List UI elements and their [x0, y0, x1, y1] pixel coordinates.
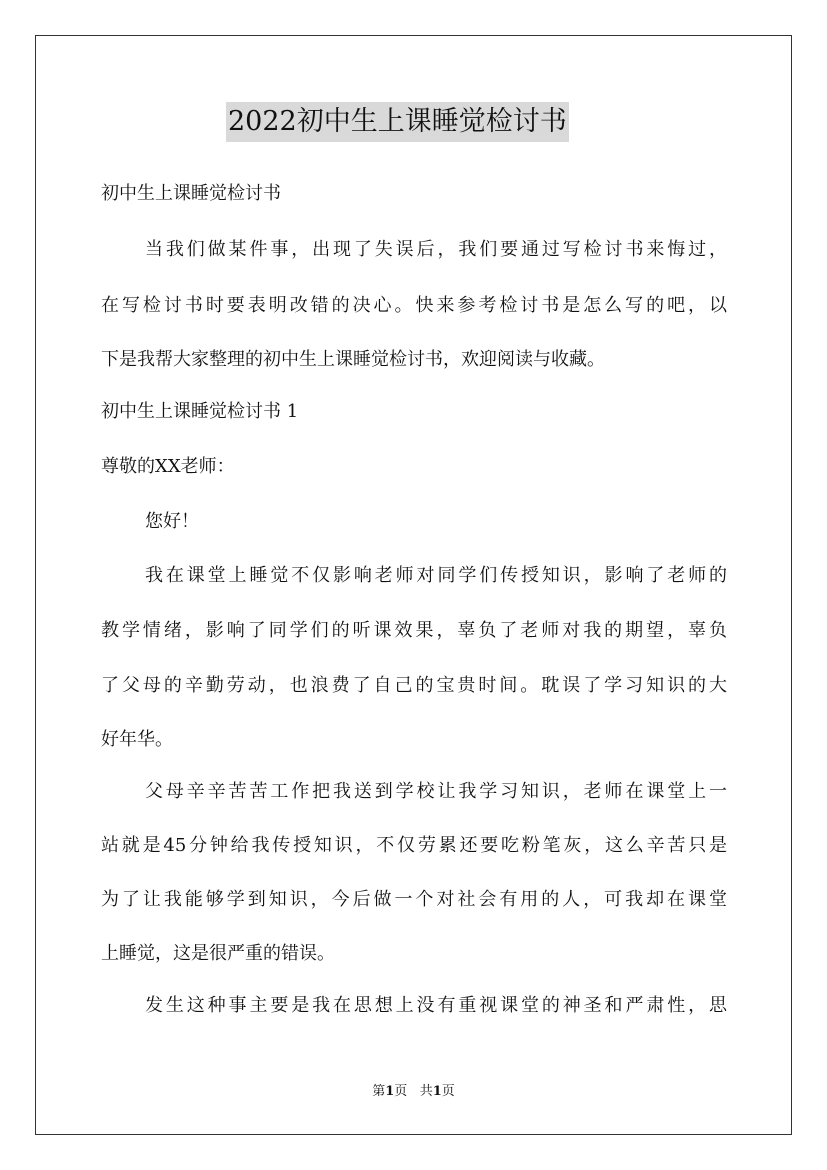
paragraph-line: 我在课堂上睡觉不仅影响老师对同学们传授知识，影响了老师的: [145, 565, 727, 586]
paragraph-line: 当我们做某件事，出现了失误后，我们要通过写检讨书来悔过，: [145, 239, 727, 260]
subtitle-line: 初中生上课睡觉检讨书: [101, 183, 281, 204]
greeting: 您好！: [145, 511, 199, 532]
paragraph-line: 父母辛辛苦苦工作把我送到学校让我学习知识，老师在课堂上一: [145, 781, 727, 802]
total-pages: 1: [432, 1084, 442, 1099]
document-title: 2022初中生上课睡觉检讨书: [226, 102, 569, 142]
paragraph-line: 好年华。: [101, 729, 173, 750]
paragraph-line: 为了让我能够学到知识，今后做一个对社会有用的人，可我却在课堂: [101, 889, 727, 910]
total-suffix: 页: [441, 1084, 455, 1099]
page-footer: [0, 1084, 827, 1100]
page-prefix: 第: [372, 1084, 386, 1099]
salutation: 尊敬的XX老师：: [101, 456, 235, 477]
page-suffix: 页: [394, 1084, 408, 1099]
paragraph-line: 了父母的辛勤劳动，也浪费了自己的宝贵时间。耽误了学习知识的大: [101, 675, 727, 696]
paragraph-line: 发生这种事主要是我在思想上没有重视课堂的神圣和严肃性，思: [145, 995, 727, 1016]
page-number: 1: [385, 1084, 395, 1099]
section-heading: 初中生上课睡觉检讨书 1: [101, 401, 299, 422]
paragraph-line: 教学情绪，影响了同学们的听课效果，辜负了老师对我的期望，辜负: [101, 620, 727, 641]
paragraph-line: 上睡觉，这是很严重的错误。: [101, 943, 335, 964]
paragraph-line: 下是我帮大家整理的初中生上课睡觉检讨书，欢迎阅读与收藏。: [101, 349, 605, 370]
total-prefix: 共: [419, 1084, 433, 1099]
paragraph-line: 站就是45分钟给我传授知识，不仅劳累还要吃粉笔灰，这么辛苦只是: [101, 835, 727, 856]
paragraph-line: 在写检讨书时要表明改错的决心。快来参考检讨书是怎么写的吧，以: [101, 295, 727, 316]
